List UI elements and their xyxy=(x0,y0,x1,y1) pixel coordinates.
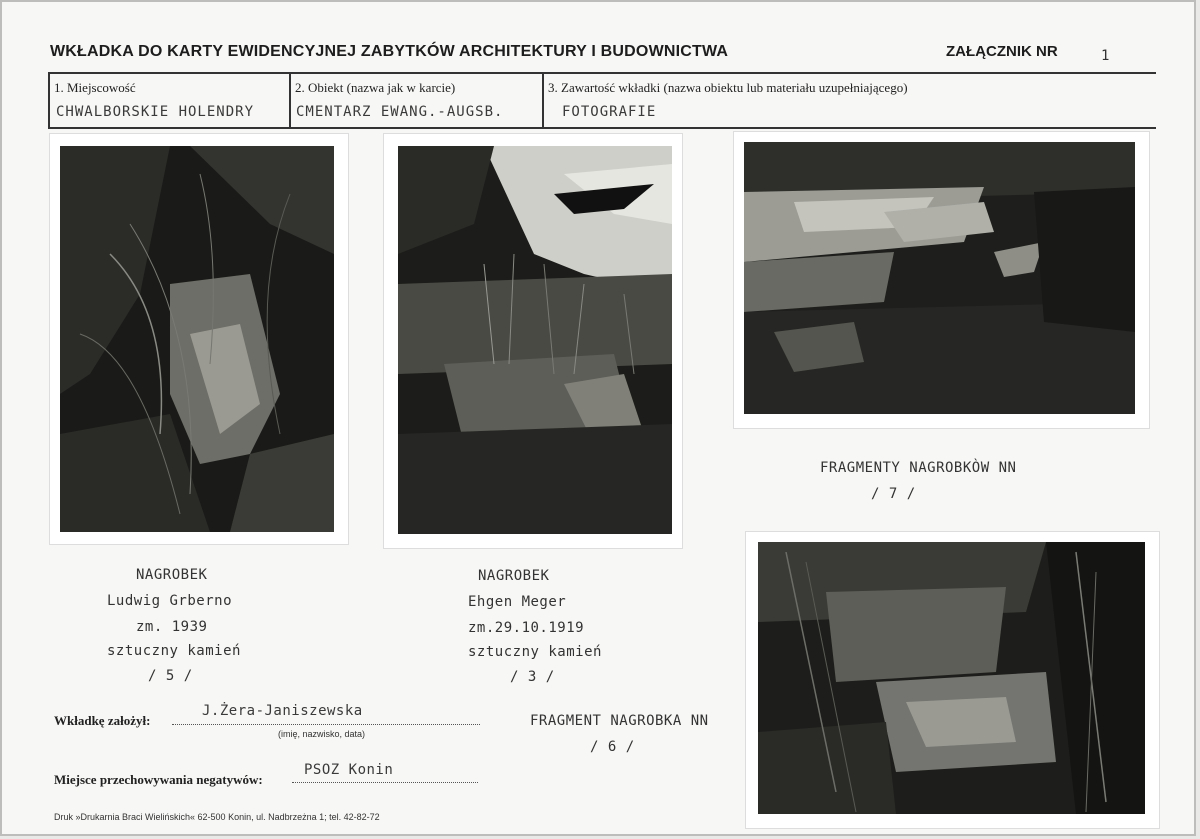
document-title: WKŁADKA DO KARTY EWIDENCYJNEJ ZABYTKÓW ARCHITEKTURY I BUDOWNICTWA xyxy=(50,43,729,60)
caption-2-number: / 3 / xyxy=(510,669,555,685)
caption-2-name: Ehgen Meger xyxy=(468,594,567,610)
created-by-hint: (imię, nazwisko, data) xyxy=(278,729,366,739)
photo-gravestone-5 xyxy=(50,134,348,544)
field-divider-2 xyxy=(542,72,544,128)
caption-2-type: NAGROBEK xyxy=(478,568,550,584)
content-label: 3. Zawartość wkładki (nazwa obiektu lub materiału uzupełniającego) xyxy=(548,80,908,95)
photo-gravestone-fragment-6 xyxy=(746,532,1159,828)
caption-2-material: sztuczny kamień xyxy=(468,644,602,660)
caption-3-title: FRAGMENTY NAGROBKÒW NN xyxy=(820,460,1017,476)
locality-value: CHWALBORSKIE HOLENDRY xyxy=(56,104,255,120)
locality-label: 1. Miejscowość xyxy=(54,80,136,95)
field-divider-1 xyxy=(289,72,291,128)
caption-1-type: NAGROBEK xyxy=(136,567,208,583)
caption-4-title: FRAGMENT NAGROBKA NN xyxy=(530,713,709,729)
caption-4-number: / 6 / xyxy=(590,739,635,755)
caption-3-number: / 7 / xyxy=(871,486,916,502)
created-by-label: Wkładkę założył: xyxy=(54,713,151,728)
field-divider-left xyxy=(48,72,50,128)
negatives-value: PSOZ Konin xyxy=(304,762,394,778)
caption-2-date: zm.29.10.1919 xyxy=(468,620,585,636)
header-rule-top xyxy=(48,72,1156,74)
photo-gravestone-3 xyxy=(384,134,682,548)
header-rule-bottom xyxy=(48,127,1156,129)
negatives-label: Miejsce przechowywania negatywów: xyxy=(54,772,263,787)
photo-gravestone-fragments-7 xyxy=(734,132,1149,428)
printer-footer: Druk »Drukarnia Braci Wielińskich« 62-500 Konin, ul. Nadbrzeżna 1; tel. 42-82-72 xyxy=(54,812,380,822)
attachment-number: 1 xyxy=(1101,48,1110,64)
created-by-value: J.Żera-Janiszewska xyxy=(202,703,363,719)
attachment-label: ZAŁĄCZNIK NR xyxy=(946,43,1058,60)
caption-1-name: Ludwig Grberno xyxy=(107,593,233,609)
content-value: FOTOGRAFIE xyxy=(562,104,657,120)
object-label: 2. Obiekt (nazwa jak w karcie) xyxy=(295,80,456,95)
object-value: CMENTARZ EWANG.-AUGSB. xyxy=(296,104,504,120)
caption-1-date: zm. 1939 xyxy=(136,619,208,635)
caption-1-material: sztuczny kamień xyxy=(107,643,241,659)
caption-1-number: / 5 / xyxy=(148,668,193,684)
